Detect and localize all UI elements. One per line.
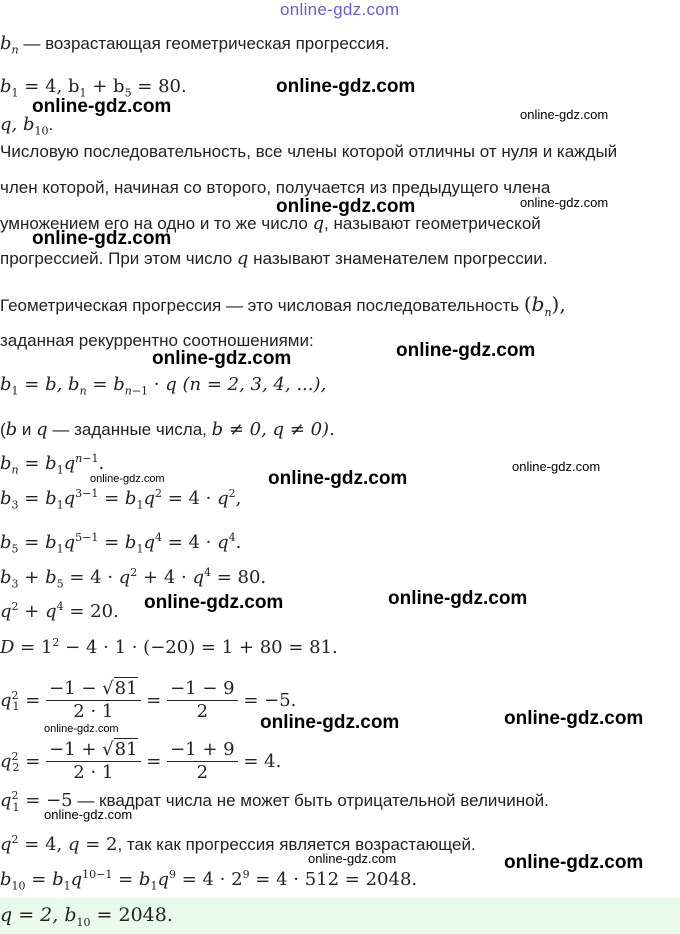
site-watermark: online-gdz.com (268, 468, 408, 489)
formula-nth-term: $b_n = b_1q^{n-1}$. (0, 452, 105, 477)
line-find: q, $b_{10}$. (0, 114, 54, 138)
formula-sum: $b_3 + b_5 = 4 \cdot q^2 + 4 \cdot q^4 = 80$. (0, 566, 267, 591)
recurrence-formula: $b_1 = b$, $b_n = b_{n-1} \cdot q$ (n = 2, 3, 4, ...), (0, 374, 327, 398)
formula-b3: $b_3 = b_1q^{3-1} = b_1q^2 = 4 \cdot q^2$, (0, 487, 242, 512)
line-condition: $b_n$ — возрастающая геометрическая прогрессия. (0, 33, 390, 57)
site-watermark: online-gdz.com (144, 592, 284, 613)
site-watermark: online-gdz.com (388, 588, 528, 609)
root-rejection: $q^2_1 = -5$ — квадрат числа не может быть отрицательной величиной. (0, 789, 549, 814)
site-watermark: online-gdz.com (260, 712, 400, 733)
recurrent-def-line-1: Геометрическая прогрессия — это числовая последовательность $(b_n)$, (0, 292, 566, 319)
site-watermark: online-gdz.com (152, 348, 292, 369)
site-watermark: online-gdz.com (32, 228, 172, 249)
site-watermark-top: online-gdz.com (280, 0, 400, 19)
formula-b5: $b_5 = b_1q^{5-1} = b_1q^4 = 4 \cdot q^4$. (0, 531, 242, 556)
definition-line-4: прогрессией. При этом число q называют знаменателем прогрессии. (0, 248, 548, 269)
site-watermark: online-gdz.com (276, 76, 416, 97)
definition-line-3: умножением его на одно и то же число q, называют геометрической (0, 213, 541, 234)
site-watermark: online-gdz.com (512, 459, 601, 474)
definition-line-2: член которой, начиная со второго, получается из предыдущего члена (0, 178, 551, 197)
site-watermark: online-gdz.com (504, 708, 644, 729)
formula-simplified: $q^2 + q^4 = 20$. (0, 600, 119, 622)
line-given: $b_1 = 4$, $b_1 + b_5 = 80$. (0, 76, 187, 100)
answer-box (0, 898, 680, 934)
site-watermark: online-gdz.com (396, 340, 536, 361)
site-watermark: online-gdz.com (520, 195, 609, 210)
site-watermark: online-gdz.com (44, 807, 133, 822)
formula-discriminant: $D = 1^2 - 4 \cdot 1 \cdot (-20) = 1 + 80 = 81$. (0, 636, 338, 658)
site-watermark: online-gdz.com (520, 107, 609, 122)
site-watermark: online-gdz.com (44, 723, 119, 735)
site-watermark: online-gdz.com (90, 473, 165, 485)
formula-root-2: $q^2_2$ = $\frac{-1 + √81}{2 \cdot 1}$ = $\frac{-1 + 9}{2}$ = 4. (0, 739, 282, 783)
answer-line: q = 2, $b_{10} = 2048$. (0, 904, 173, 929)
recurrence-note: (b и q — заданные числа, b ≠ 0, q ≠ 0). (0, 419, 335, 440)
site-watermark: online-gdz.com (276, 196, 416, 217)
root-accepted: $q^2 = 4$, q = 2, так как прогрессия является возрастающей. (0, 833, 476, 855)
formula-root-1: $q^2_1$ = $\frac{-1 - √81}{2 \cdot 1}$ = $\frac{-1 - 9}{2}$ = −5. (0, 678, 297, 722)
site-watermark: online-gdz.com (504, 852, 644, 873)
site-watermark: online-gdz.com (32, 96, 172, 117)
formula-b10: $b_{10} = b_1q^{10-1} = b_1q^9 = 4 \cdot 2^9 = 4 \cdot 512 = 2048$. (0, 868, 418, 893)
definition-line-1: Числовую последовательность, все члены которой отличны от нуля и каждый (0, 142, 618, 161)
site-watermark: online-gdz.com (308, 851, 397, 866)
recurrent-def-line-2: заданная рекуррентно соотношениями: (0, 331, 314, 350)
